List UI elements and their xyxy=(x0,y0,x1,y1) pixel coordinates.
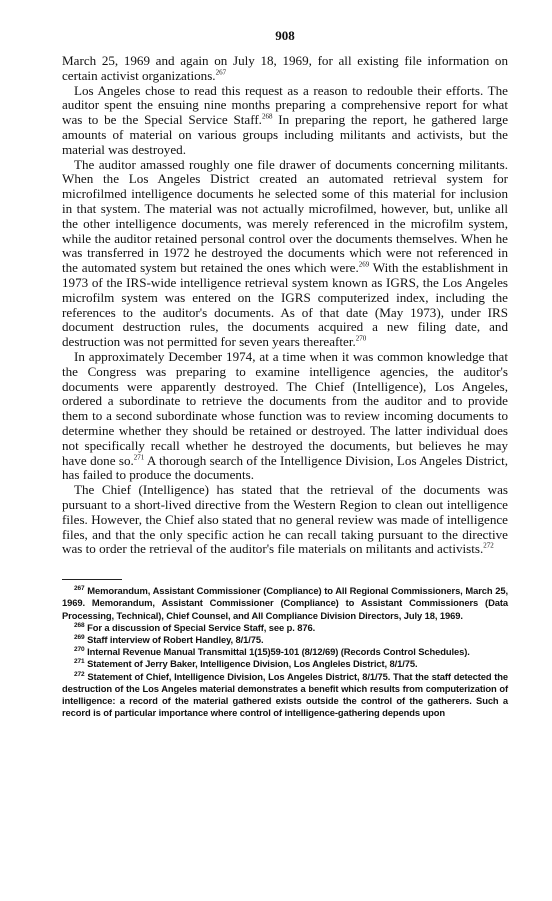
paragraph-text: In approximately December 1974, at a time when it was common knowledge that the Congress was preparing to examine intelligence agencies, the auditor's documents were apparently destroyed. The Chief (Intelligence), Los Angeles, ordered a subordinate to retrieve the documents from the auditor and to provide them to a second subordinate whose function was to review incoming documents to determine whether they should be retained or destroyed. The latter individual does not specifically recall whether he destroyed the documents, but believes he may have done so. xyxy=(62,348,508,468)
footnote-ref[interactable]: 270 xyxy=(355,334,367,343)
footnote-text: Statement of Jerry Baker, Intelligence Division, Los Angleles District, 8/1/75. xyxy=(87,658,418,670)
body-text xyxy=(62,54,508,557)
footnote-number: 269 xyxy=(74,633,85,641)
footnote xyxy=(62,671,508,720)
footnote-ref[interactable]: 268 xyxy=(261,112,273,121)
footnote-ref[interactable]: 267 xyxy=(215,68,227,77)
paragraph-text: Los Angeles chose to read this request as a reason to redouble their efforts. The auditor spent the ensuing nine months preparing a comprehensive report for what was to be the Special Service Staff. xyxy=(62,82,508,128)
footnote-number: 272 xyxy=(74,670,85,678)
paragraph-1 xyxy=(62,54,508,84)
footnote xyxy=(62,646,508,658)
footnote xyxy=(62,585,508,622)
paragraph-3 xyxy=(62,158,508,350)
footnote-text: Memorandum, Assistant Commissioner (Compliance) to All Regional Commissioners, March 25, 1969. Memorandum, Assistant Commissioner (Compliance) to Assistant Commissioners (Data Processing, Technical), Chief Counsel, and All Compliance Division Directors, July 18, 1969. xyxy=(62,585,508,621)
paragraph-5 xyxy=(62,483,508,557)
footnote-number: 268 xyxy=(74,621,85,629)
page-number: 908 xyxy=(275,28,295,43)
paragraph-text: With the establishment in 1973 of the IRS-wide intelligence retrieval system known as IGRS, the Los Angeles microfilm system was entered on the IGRS computerized index, including the references to the auditor's documents. As of that date (May 1973), under IRS document destruction rules, the documents acquired a new filing date, and destruction was not permitted for seven years thereafter. xyxy=(62,260,508,350)
footnote-text: Statement of Chief, Intelligence Division, Los Angeles District, 8/1/75. That the staff detected the destruction of the Los Angeles material demonstrates a benefit which results from computerization of intelligence: a record of the material gathered exists outside the control of the gatherers. Such a record is of particular importance where control of intelligence-gathering depends upon xyxy=(62,670,508,719)
footnote-ref[interactable]: 269 xyxy=(358,260,370,269)
paragraph-4 xyxy=(62,350,508,483)
footnote-divider xyxy=(62,579,122,580)
footnote-text: Staff interview of Robert Handley, 8/1/75. xyxy=(87,633,264,645)
footnote-number: 270 xyxy=(74,645,85,653)
paragraph-2 xyxy=(62,84,508,158)
footnote xyxy=(62,622,508,634)
footnotes xyxy=(62,585,508,719)
paragraph-text: The auditor amassed roughly one file drawer of documents concerning militants. When the Los Angeles District created an automated retrieval system for microfilmed intelligence documents he selected some of this material for inclusion in that system. The material was not actually microfilmed, however, but, unlike all the other intelligence documents, was merely referenced in the microfilm system, while the auditor retained personal control over the documents themselves. When he was transferred in 1972 he destroyed the documents which were not referenced in the automated system but retained the ones which were. xyxy=(62,156,508,276)
paragraph-text: The Chief (Intelligence) has stated that the retrieval of the documents was pursuant to a short-lived directive from the Western Region to clean out intelligence files. However, the Chief also stated that no general review was made of intelligence files, and that the only specific action he can recall taking pursuant to the directive was to order the retrieval of the auditor's file materials on militants and activists. xyxy=(62,482,508,557)
footnote-ref[interactable]: 272 xyxy=(483,541,494,550)
paragraph-text: A thorough search of the Intelligence Division, Los Angeles District, has failed to produce the documents. xyxy=(62,452,508,483)
footnote xyxy=(62,634,508,646)
footnote-text: For a discussion of Special Service Staff, see p. 876. xyxy=(87,621,316,633)
paragraph-text: In preparing the report, he gathered large amounts of material on various groups including militants and activists, but the material was destroyed. xyxy=(62,112,508,157)
footnote-number: 267 xyxy=(74,584,85,592)
paragraph-text: March 25, 1969 and again on July 18, 1969, for all existing file information on certain activist organizations. xyxy=(62,53,508,83)
footnote-text: Internal Revenue Manual Transmittal 1(15)59-101 (8/12/69) (Records Control Schedules). xyxy=(87,646,470,658)
footnote xyxy=(62,658,508,670)
footnote-number: 271 xyxy=(74,658,85,666)
footnote-ref[interactable]: 271 xyxy=(133,453,145,462)
